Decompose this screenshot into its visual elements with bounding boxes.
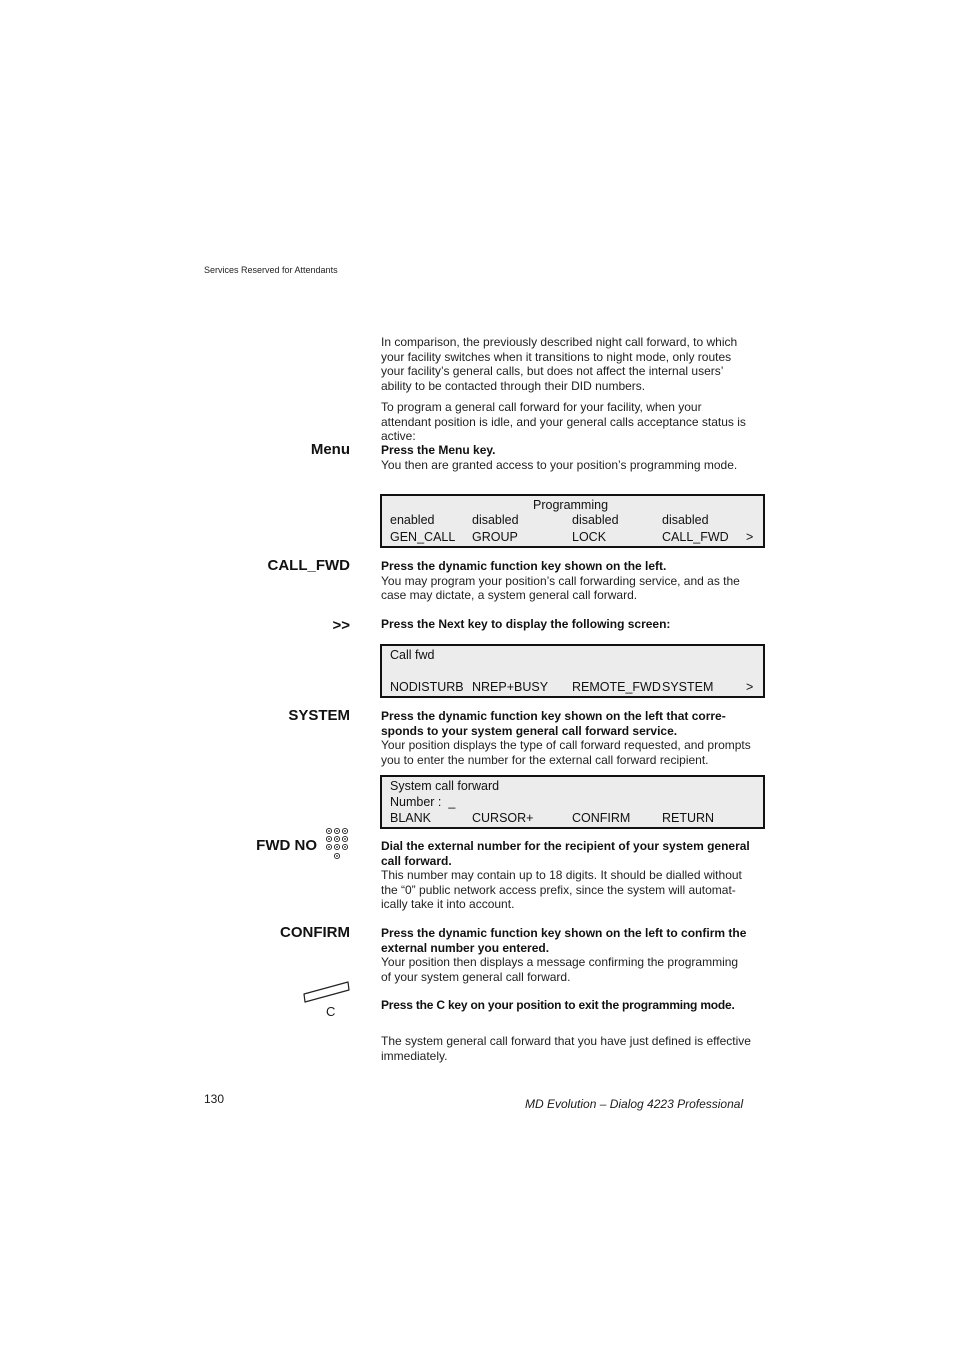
screen-status: disabled xyxy=(472,513,519,527)
screen-title: Call fwd xyxy=(390,648,435,662)
softkey-cursor-plus: CURSOR+ xyxy=(472,811,534,825)
document-title: MD Evolution – Dialog 4223 Professional xyxy=(525,1097,744,1111)
softkey-nodisturb: NODISTURB xyxy=(390,680,464,694)
step-c-key-instruction: Press the C key on your position to exit the programming mode. xyxy=(381,998,735,1012)
softkey-gen-call: GEN_CALL xyxy=(390,530,456,544)
softkey-system: SYSTEM xyxy=(662,680,714,694)
display-screen-system-forward xyxy=(380,775,765,829)
display-screen-call-fwd xyxy=(380,644,765,698)
softkey-call-fwd: CALL_FWD xyxy=(662,530,729,544)
confirm-key-label: CONFIRM xyxy=(280,924,350,941)
softkey-nrep-busy: NREP+BUSY xyxy=(472,680,549,694)
menu-key-label: Menu xyxy=(310,441,350,458)
step-system-instruction: Press the dynamic function key shown on the left that corre-sponds to your system general call forward service. xyxy=(381,709,726,738)
display-screen-programming xyxy=(380,494,765,548)
softkey-lock: LOCK xyxy=(572,530,607,544)
section-header: Services Reserved for Attendants xyxy=(204,265,338,275)
step-fwd-no xyxy=(381,839,751,912)
screen-status: enabled xyxy=(390,513,435,527)
step-menu-instruction: Press the Menu key. xyxy=(381,443,496,457)
screen-title: System call forward xyxy=(390,779,500,793)
c-key-label: C xyxy=(326,1004,336,1019)
softkey-blank: BLANK xyxy=(390,811,431,825)
screen-title: Programming xyxy=(533,498,609,512)
keypad-icon xyxy=(324,827,352,863)
step-next xyxy=(381,617,751,632)
step-call-fwd-description: You may program your position’s call forwarding service, and as the case may dictate, a system general call forward. xyxy=(381,573,740,602)
fwd-no-key-label: FWD NO xyxy=(256,837,317,854)
step-call-fwd xyxy=(381,559,751,603)
next-key-label: >> xyxy=(332,617,350,634)
intro-paragraph-1: In comparison, the previously described night call forward, to which your facility switches when it transitions to night mode, only routes your facility’s general calls, but does not affect the internal users’ ability to be contacted through their DID numbers. xyxy=(381,335,738,393)
softkey-remote-fwd: REMOTE_FWD xyxy=(572,680,661,694)
closing-paragraph: The system general call forward that you have just defined is effective immediately. xyxy=(381,1034,751,1063)
step-system-description: Your position displays the type of call forward requested, and prompts you to enter the number for the external call forward recipient. xyxy=(381,738,751,767)
softkey-return: RETURN xyxy=(662,811,715,825)
screen-next-arrow: > xyxy=(746,530,754,544)
step-next-instruction: Press the Next key to display the following screen: xyxy=(381,617,671,631)
step-menu-description: You then are granted access to your position’s programming mode. xyxy=(381,457,738,472)
screen-status: disabled xyxy=(572,513,619,527)
step-c-key xyxy=(381,998,753,1013)
step-confirm xyxy=(381,926,751,984)
screen-number-prompt: Number : _ xyxy=(390,795,456,809)
intro-paragraph-2: To program a general call forward for your facility, when your attendant position is idle, and your general calls acceptance status is active: xyxy=(381,400,746,443)
step-fwd-no-instruction: Dial the external number for the recipient of your system general call forward. xyxy=(381,839,750,868)
step-call-fwd-instruction: Press the dynamic function key shown on the left. xyxy=(381,559,667,573)
step-menu xyxy=(381,443,751,472)
screen-status: disabled xyxy=(662,513,709,527)
system-key-label: SYSTEM xyxy=(288,707,350,724)
softkey-group: GROUP xyxy=(472,530,518,544)
softkey-confirm: CONFIRM xyxy=(572,811,631,825)
call-fwd-key-label: CALL_FWD xyxy=(267,557,350,574)
step-confirm-description: Your position then displays a message confirming the programming of your system general call forward. xyxy=(381,955,739,984)
screen-next-arrow: > xyxy=(746,680,754,694)
step-confirm-instruction: Press the dynamic function key shown on the left to confirm the external number you entered. xyxy=(381,926,747,955)
step-fwd-no-description: This number may contain up to 18 digits. It should be dialled without the “0” public network access prefix, since the system will automat-ically take it into account. xyxy=(381,868,742,911)
page-number: 130 xyxy=(204,1092,225,1106)
step-system xyxy=(381,709,751,767)
